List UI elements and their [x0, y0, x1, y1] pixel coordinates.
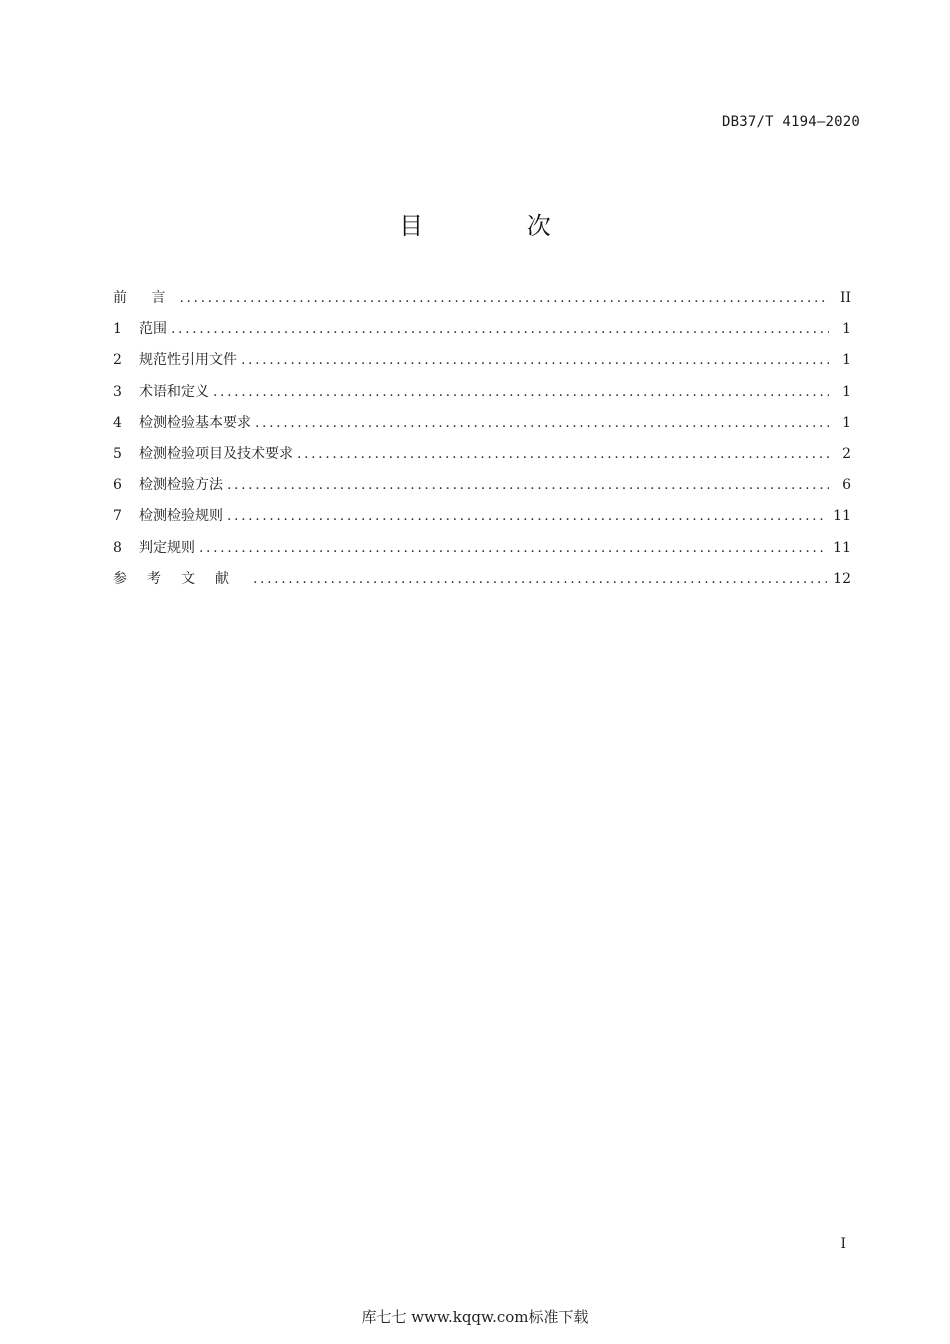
- toc-entry-page: 11: [833, 508, 851, 525]
- toc-entry-label: 参考文献: [113, 570, 249, 587]
- footer-watermark: 库七七 www.kqqw.com标准下载: [361, 1308, 589, 1326]
- toc-leader-dots: [297, 442, 829, 466]
- table-of-contents: [113, 286, 851, 598]
- toc-entry-number: 3: [113, 383, 122, 400]
- toc-entry-label: 检测检验规则: [139, 508, 223, 525]
- toc-entry-label: 规范性引用文件: [139, 352, 237, 369]
- toc-entry-number: 6: [113, 477, 122, 494]
- toc-entry-number: 8: [113, 539, 122, 556]
- toc-entry-bibliography[interactable]: [113, 567, 851, 598]
- toc-entry-number: 5: [113, 445, 122, 462]
- toc-entry-page: 1: [842, 414, 851, 431]
- toc-leader-dots: [227, 504, 827, 528]
- toc-entry-label: 检测检验基本要求: [139, 414, 251, 431]
- toc-entry-test-methods[interactable]: [113, 473, 851, 504]
- toc-entry-page: 6: [842, 477, 851, 494]
- page-title: 目 次: [399, 212, 599, 240]
- toc-entry-foreword[interactable]: [113, 286, 851, 317]
- toc-entry-terms-definitions[interactable]: [113, 380, 851, 411]
- toc-leader-dots: [213, 380, 829, 404]
- toc-leader-dots: [199, 536, 827, 560]
- toc-leader-dots: [241, 348, 829, 372]
- page-number: I: [840, 1236, 846, 1252]
- toc-entry-items-technical-requirements[interactable]: [113, 442, 851, 473]
- toc-entry-label: 前 言: [113, 290, 176, 306]
- toc-entry-label: 判定规则: [139, 539, 195, 556]
- toc-entry-number: 4: [113, 414, 122, 431]
- toc-entry-judgment-rules[interactable]: [113, 536, 851, 567]
- toc-entry-page: 1: [842, 352, 851, 369]
- standard-number: DB37/T 4194—2020: [721, 114, 860, 130]
- toc-entry-page: 1: [842, 383, 851, 400]
- toc-entry-label: 检测检验方法: [139, 477, 223, 494]
- toc-entry-page: 2: [842, 445, 851, 462]
- toc-entry-page: 1: [842, 321, 851, 338]
- toc-entry-number: 7: [113, 508, 122, 525]
- toc-entry-page: II: [839, 290, 851, 306]
- toc-leader-dots: [227, 473, 829, 497]
- toc-leader-dots: [253, 567, 827, 591]
- toc-leader-dots: [255, 411, 829, 435]
- toc-entry-page: 11: [833, 539, 851, 556]
- toc-leader-dots: [179, 286, 829, 310]
- toc-entry-basic-requirements[interactable]: [113, 411, 851, 442]
- toc-entry-page: 12: [833, 570, 851, 587]
- toc-entry-label: 检测检验项目及技术要求: [139, 445, 293, 462]
- toc-leader-dots: [171, 317, 829, 341]
- toc-entry-test-rules[interactable]: [113, 504, 851, 535]
- toc-entry-scope[interactable]: [113, 317, 851, 348]
- toc-entry-label: 术语和定义: [139, 383, 209, 400]
- toc-entry-number: 1: [113, 321, 122, 338]
- toc-entry-number: 2: [113, 352, 122, 369]
- toc-entry-label: 范围: [139, 321, 167, 338]
- toc-entry-normative-references[interactable]: [113, 348, 851, 379]
